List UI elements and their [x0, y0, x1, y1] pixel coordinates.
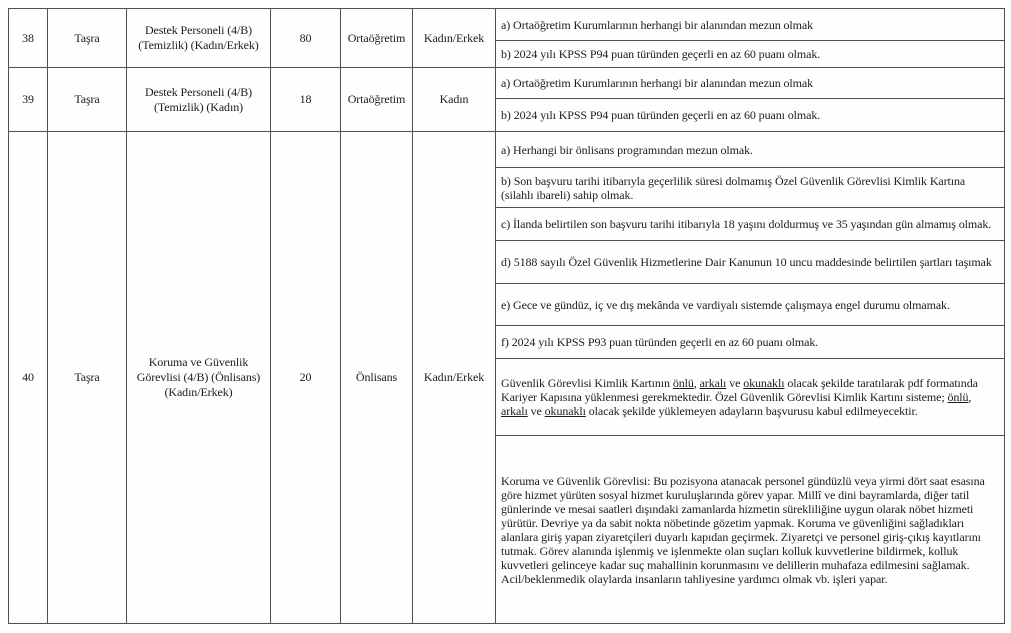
- gender-cell: Kadın/Erkek: [413, 132, 496, 624]
- requirement-cell: [496, 241, 1005, 284]
- requirement-cell: [496, 9, 1005, 41]
- requirement-text: f) 2024 yılı KPSS P93 puan türünden geçerli en az 60 puanı olmak.: [501, 335, 819, 349]
- row-number-cell: 38: [9, 9, 48, 68]
- requirement-cell: [496, 168, 1005, 208]
- underlined-term: okunaklı: [743, 376, 785, 390]
- gender-cell: Kadın/Erkek: [413, 9, 496, 68]
- recruitment-table: [8, 8, 1005, 624]
- requirement-text: b) 2024 yılı KPSS P94 puan türünden geçerli en az 60 puanı olmak.: [501, 108, 821, 122]
- underlined-term: arkalı: [699, 376, 727, 390]
- position-cell: Destek Personeli (4/B) (Temizlik) (Kadın/Erkek): [127, 9, 271, 68]
- requirement-cell: [496, 132, 1005, 168]
- quota-cell: 80: [271, 9, 341, 68]
- location-cell: Taşra: [48, 68, 127, 132]
- id-card-upload-note: [501, 376, 996, 418]
- job-description-text: Koruma ve Güvenlik Görevlisi: Bu pozisyona atanacak personel gündüzlü veya yirmi dört saat esasına göre hizmet yürüten sosyal hizmet kuruluşlarında görev yapar. Millî ve dini bayramlarda, diğer tatil günlerinde ve mesai saatleri dışındaki zamanlarda hizmetin sürekliliğine uygun olarak nöbet hizmeti yürütür. Devriye ya da sabit nokta nöbetinde gözetim yapmak. Koruma ve güvenliğini sağladıkları alanlara giriş yapan ziyaretçileri duyarlı kapıdan geçirmek. Ziyaretçi ve personel giriş-çıkış kayıtlarını tutmak. Görev alanında işlenmiş ve işlenmekte olan suçları kolluk kuvvetlerine bildirmek, kolluk kuvvetleri gelinceye kadar suç mahallinin korunmasını ve delillerin muhafaza edilmesini sağlamak. Acil/beklenmedik olaylarda insanların tahliyesine yardımcı olmak vb. işleri yapar.: [501, 473, 985, 586]
- table-row-39: [9, 68, 1005, 99]
- education-cell: Ortaöğretim: [341, 68, 413, 132]
- education-cell: Önlisans: [341, 132, 413, 624]
- text-segment: olacak şekilde taratılarak pdf formatında Kariyer Kapısına yüklenmesi gerekmektedir. Özel Güvenlik Görevlisi Kimlik Kartını sisteme;: [501, 376, 978, 404]
- text-segment: ,: [968, 390, 972, 404]
- quota-cell: 20: [271, 132, 341, 624]
- location-cell: Taşra: [48, 132, 127, 624]
- table-row-38: [9, 9, 1005, 41]
- requirement-text: b) Son başvuru tarihi itibarıyla geçerlilik süresi dolmamış Özel Güvenlik Görevlisi Kimlik Kartına (silahlı ibareli) sahip olmak.: [501, 173, 966, 202]
- text-segment: Güvenlik Görevlisi Kimlik Kartının: [501, 376, 673, 390]
- requirement-cell: [496, 359, 1005, 436]
- underlined-term: önlü: [672, 376, 694, 390]
- location-cell: Taşra: [48, 9, 127, 68]
- requirement-text: a) Ortaöğretim Kurumlarının herhangi bir alanından mezun olmak: [501, 17, 814, 32]
- quota-cell: 18: [271, 68, 341, 132]
- row-number-cell: 39: [9, 68, 48, 132]
- text-segment: ve: [726, 376, 744, 390]
- requirement-text: d) 5188 sayılı Özel Güvenlik Hizmetlerine Dair Kanunun 10 uncu maddesinde belirtilen şartları taşımak: [501, 255, 992, 269]
- position-cell: Destek Personeli (4/B) (Temizlik) (Kadın): [127, 68, 271, 132]
- table-row-40: [9, 132, 1005, 168]
- underlined-term: arkalı: [501, 404, 528, 418]
- education-cell: Ortaöğretim: [341, 9, 413, 68]
- requirement-cell: [496, 41, 1005, 68]
- position-cell: Koruma ve Güvenlik Görevlisi (4/B) (Önlisans)(Kadın/Erkek): [127, 132, 271, 624]
- requirement-text: a) Ortaöğretim Kurumlarının herhangi bir alanından mezun olmak: [501, 76, 814, 90]
- text-segment: ve: [527, 404, 545, 418]
- requirement-cell: [496, 68, 1005, 99]
- underlined-term: okunaklı: [544, 404, 586, 418]
- requirement-text: a) Herhangi bir önlisans programından mezun olmak.: [501, 142, 753, 157]
- requirement-text: e) Gece ve gündüz, iç ve dış mekânda ve vardiyalı sistemde çalışmaya engel durumu olmamak.: [501, 297, 950, 312]
- text-segment: ,: [693, 376, 700, 390]
- requirement-cell: [496, 99, 1005, 132]
- requirement-cell: [496, 208, 1005, 241]
- requirement-text: b) 2024 yılı KPSS P94 puan türünden geçerli en az 60 puanı olmak.: [501, 47, 821, 61]
- row-number-cell: 40: [9, 132, 48, 624]
- gender-cell: Kadın: [413, 68, 496, 132]
- requirement-cell: [496, 326, 1005, 359]
- text-segment: olacak şekilde yüklemeyen adayların başvurusu kabul edilmeyecektir.: [585, 404, 918, 418]
- requirement-text: c) İlanda belirtilen son başvuru tarihi itibarıyla 18 yaşını doldurmuş ve 35 yaşından gün almamış olmak.: [501, 217, 992, 231]
- requirement-cell: [496, 436, 1005, 624]
- requirement-cell: [496, 284, 1005, 326]
- underlined-term: önlü: [947, 390, 969, 404]
